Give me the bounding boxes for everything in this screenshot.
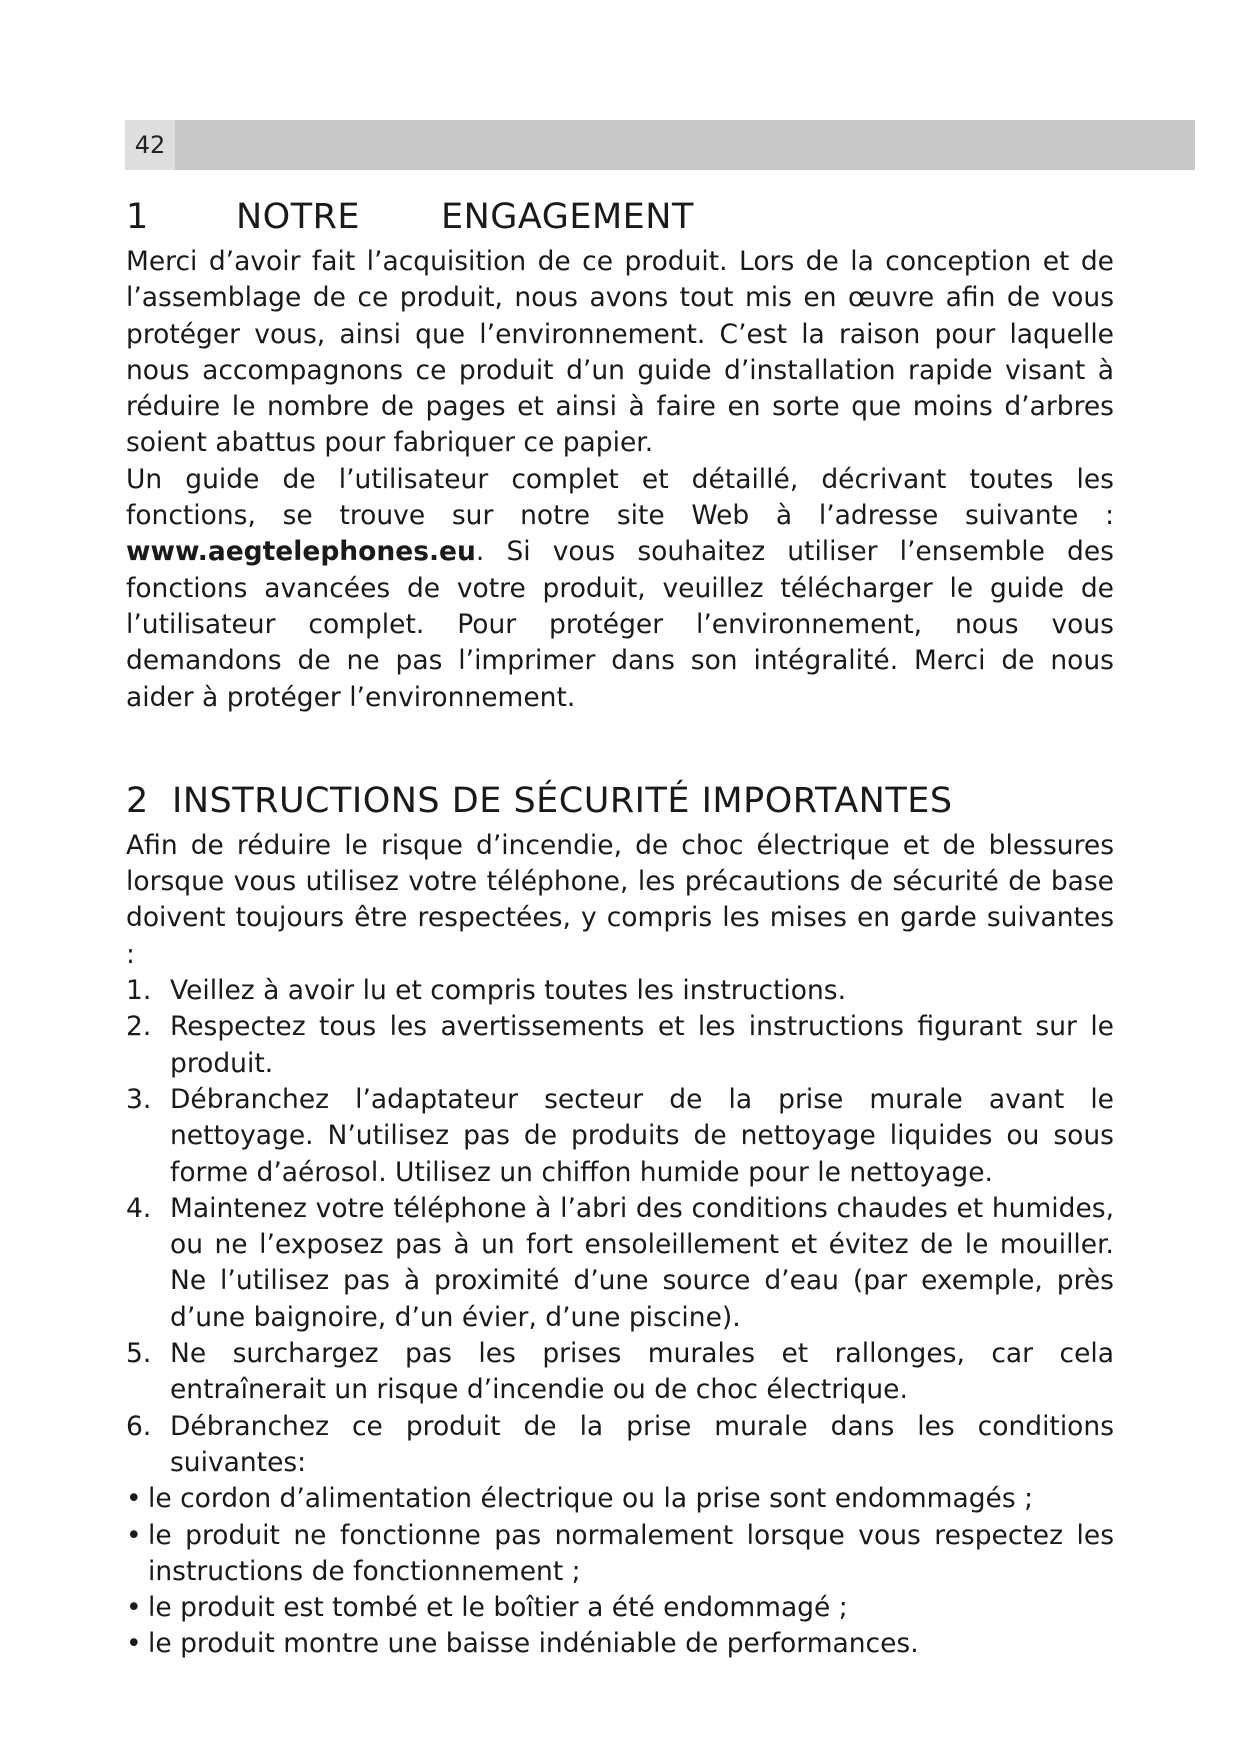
section-1-title-word-2: ENGAGEMENT [441,197,694,237]
list-item-number: 2. [126,1011,152,1043]
list-item [126,1409,1114,1482]
section-1-title [126,190,1114,244]
section-1-title-word-1: NOTRE [236,197,361,237]
section-1-number: 1 [126,197,149,237]
list-item-number: 5. [126,1338,152,1370]
list-item-text: Ne surchargez pas les prises murales et rallonges, car cela entraînerait un risque d’incendie ou de choc électrique. [170,1338,1114,1406]
bullet-icon: • [126,1483,142,1515]
bullet-item [126,1590,1114,1626]
bullet-icon: • [126,1592,142,1624]
bullet-text: le produit est tombé et le boîtier a été endommagé ; [148,1592,848,1624]
list-item-number: 1. [126,975,152,1007]
section-2-title: 2 INSTRUCTIONS DE SÉCURITÉ IMPORTANTES [126,780,953,821]
bullet-text: le produit montre une baisse indéniable de performances. [148,1628,919,1660]
list-item [126,973,1114,1009]
website-link[interactable]: www.aegtelephones.eu [126,536,476,568]
list-item-text: Respectez tous les avertissements et les instructions figurant sur le produit. [170,1011,1114,1079]
section-gap [126,716,1114,774]
list-item-text: Débranchez l’adaptateur secteur de la prise murale avant le nettoyage. N’utilisez pas de produits de nettoyage liquides ou sous forme d’aérosol. Utilisez un chiffon humide pour le nettoyage. [170,1083,1114,1188]
page-content [126,190,1114,1663]
list-item-number: 6. [126,1410,152,1442]
list-item-text: Maintenez votre téléphone à l’abri des conditions chaudes et humides, ou ne l’exposez pas à un fort ensoleillement et évitez de le mouiller. Ne l’utilisez pas à proximité d’une source d’eau (par exemple, près d’une baignoire, d’un évier, d’une piscine). [170,1192,1114,1333]
list-item [126,1082,1114,1191]
section-1-paragraph-2 [126,462,1114,716]
list-item-number: 3. [126,1083,152,1115]
unplug-conditions-list [126,1481,1114,1662]
bullet-item [126,1626,1114,1662]
safety-instructions-list [126,973,1114,1481]
paragraph-2-text-after: . Si vous souhaitez utiliser l’ensemble des fonctions avancées de votre produit, veuillez télécharger le guide de l’utilisateur complet. Pour protéger l’environnement, nous vous demandons de ne pas l’imprimer dans son intégralité. Merci de nous aider à protéger l’environnement. [126,536,1114,713]
page-number: 42 [125,120,175,170]
list-item-text: Débranchez ce produit de la prise murale dans les conditions suivantes: [170,1410,1114,1478]
paragraph-2-text-before: Un guide de l’utilisateur complet et détaillé, décrivant toutes les fonctions, se trouve sur notre site Web à l’adresse suivante : [126,463,1114,532]
bullet-icon: • [126,1628,142,1660]
header-bar [125,120,1195,170]
section-2-intro: Afin de réduire le risque d’incendie, de choc électrique et de blessures lorsque vous utilisez votre téléphone, les précautions de sécurité de base doivent toujours être respectées, y compris les mises en garde suivantes : [126,829,1114,970]
list-item-text: Veillez à avoir lu et compris toutes les instructions. [170,975,847,1007]
bullet-item [126,1518,1114,1591]
bullet-item [126,1481,1114,1517]
list-item [126,1009,1114,1082]
bullet-icon: • [126,1519,142,1551]
bullet-text: le cordon d’alimentation électrique ou la prise sont endommagés ; [148,1483,1034,1515]
list-item [126,1336,1114,1409]
list-item-number: 4. [126,1192,152,1224]
section-1-paragraph-1: Merci d’avoir fait l’acquisition de ce produit. Lors de la conception et de l’assemblage de ce produit, nous avons tout mis en œuvre afin de vous protéger vous, ainsi que l’environnement. C’est la raison pour laquelle nous accompagnons ce produit d’un guide d’installation rapide visant à réduire le nombre de pages et ainsi à faire en sorte que moins d’arbres soient abattus pour fabriquer ce papier. [126,246,1114,459]
list-item [126,1191,1114,1336]
bullet-text: le produit ne fonctionne pas normalement lorsque vous respectez les instructions de fonctionnement ; [148,1519,1114,1587]
